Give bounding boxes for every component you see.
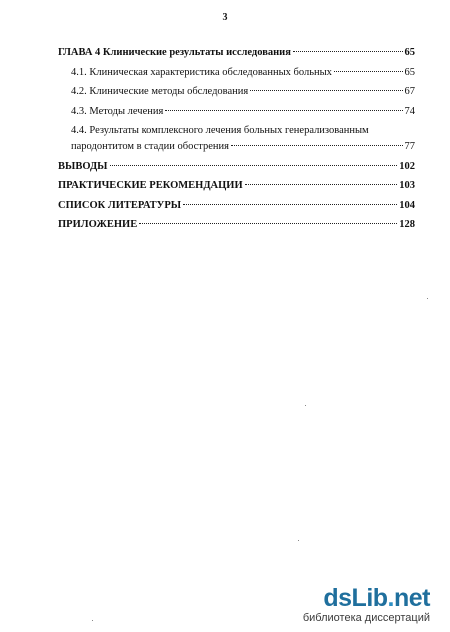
dot-leader bbox=[139, 223, 397, 224]
toc-entry-page: 65 bbox=[404, 47, 415, 58]
toc-entry-4-1[interactable] bbox=[58, 66, 415, 79]
toc-entry-title-line-1: 4.4. Результаты комплексного лечения больных генерализованным bbox=[71, 125, 369, 136]
dot-leader bbox=[110, 165, 398, 166]
toc-entry-appendix[interactable] bbox=[58, 218, 415, 231]
toc-entry-chapter-4[interactable] bbox=[58, 46, 415, 59]
toc-entry-title: СПИСОК ЛИТЕРАТУРЫ bbox=[58, 199, 182, 211]
toc-entry-title: ПРАКТИЧЕСКИЕ РЕКОМЕНДАЦИИ bbox=[58, 180, 243, 191]
dot-leader bbox=[293, 51, 403, 52]
toc-entry-page: 74 bbox=[404, 105, 415, 117]
toc-entry-page: 67 bbox=[404, 86, 415, 97]
dot-leader bbox=[183, 204, 397, 205]
toc-entry-title-line-2-row bbox=[71, 140, 415, 153]
toc-entry-title-line-2: пародонтитом в стадии обострения bbox=[71, 141, 229, 152]
scan-speck bbox=[305, 405, 306, 406]
page-number: 3 bbox=[222, 12, 228, 23]
toc-entry-page: 103 bbox=[399, 180, 415, 191]
dslib-logo bbox=[303, 586, 430, 610]
scan-speck bbox=[298, 540, 299, 541]
dot-leader bbox=[231, 145, 403, 146]
dslib-watermark[interactable] bbox=[303, 586, 430, 624]
dot-leader bbox=[334, 71, 403, 72]
toc-entry-page: 77 bbox=[404, 141, 415, 152]
toc-entry-references[interactable] bbox=[58, 199, 415, 212]
toc-entry-4-2[interactable] bbox=[58, 85, 415, 98]
logo-dot: . bbox=[387, 584, 394, 612]
scan-speck bbox=[427, 298, 428, 299]
toc-entry-page: 65 bbox=[404, 66, 415, 78]
toc-entry-page: 104 bbox=[399, 199, 415, 211]
dot-leader bbox=[245, 184, 398, 185]
table-of-contents bbox=[58, 46, 415, 238]
dot-leader bbox=[165, 110, 402, 111]
toc-entry-page: 128 bbox=[399, 219, 415, 230]
dot-leader bbox=[250, 90, 402, 91]
scan-speck bbox=[92, 620, 93, 621]
logo-main: dsLib bbox=[323, 584, 388, 612]
toc-entry-4-3[interactable] bbox=[58, 105, 415, 118]
toc-entry-title: 4.2. Клинические методы обследования bbox=[71, 86, 249, 97]
toc-entry-page: 102 bbox=[399, 160, 415, 172]
toc-entry-title: 4.1. Клиническая характеристика обследованных больных bbox=[71, 66, 332, 78]
toc-entry-title: 4.3. Методы лечения bbox=[71, 105, 164, 117]
toc-entry-title: ПРИЛОЖЕНИЕ bbox=[58, 219, 138, 230]
logo-tld: net bbox=[394, 584, 430, 612]
dslib-subtitle: библиотека диссертаций bbox=[302, 612, 430, 624]
toc-entry-recommendations[interactable] bbox=[58, 179, 415, 192]
toc-entry-title: ГЛАВА 4 Клинические результаты исследования bbox=[58, 47, 291, 58]
toc-entry-4-4[interactable] bbox=[58, 124, 415, 153]
toc-entry-title: ВЫВОДЫ bbox=[58, 160, 108, 172]
toc-entry-conclusions[interactable] bbox=[58, 160, 415, 173]
